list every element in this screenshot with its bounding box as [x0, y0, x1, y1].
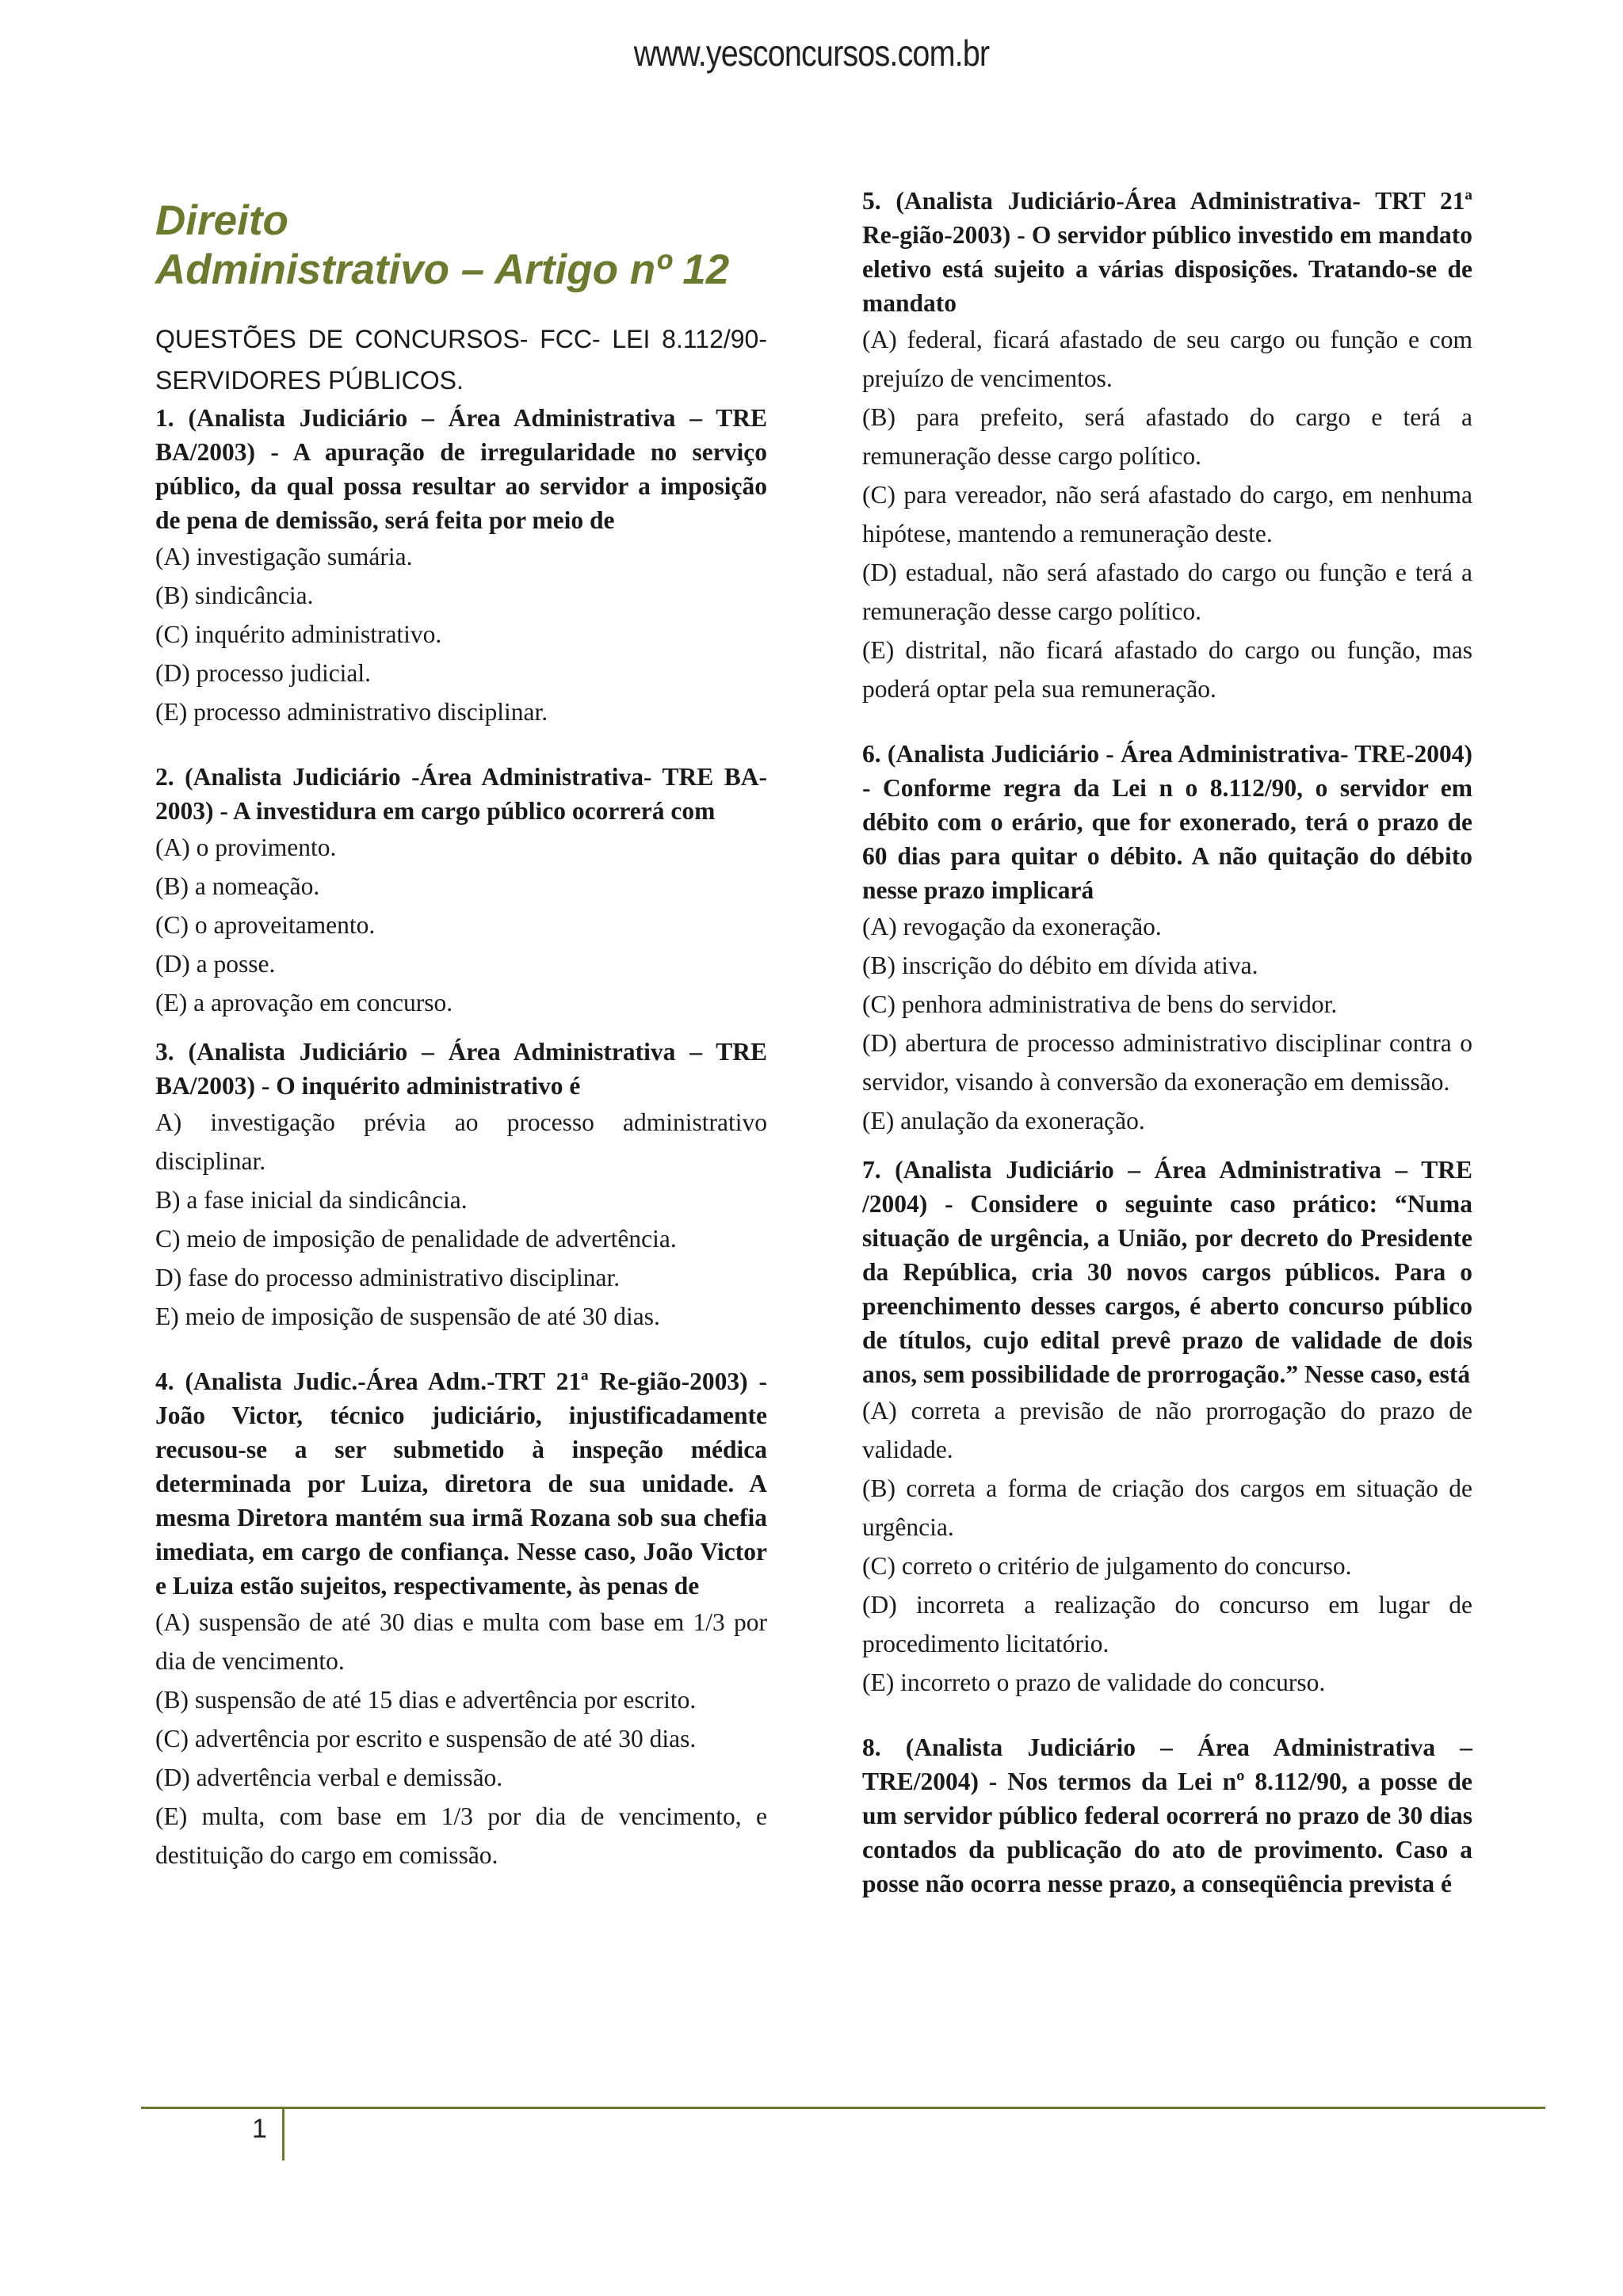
option-d: (D) estadual, não será afastado do cargo ou função e terá a remuneração desse cargo político. [862, 559, 1472, 625]
question-3 [155, 1035, 767, 1336]
option-b: B) a fase inicial da sindicância. [155, 1186, 468, 1214]
question-stem: 7. (Analista Judiciário – Área Administrativa – TRE /2004) - Considere o seguinte caso prático: “Numa situação de urgência, a União, por decreto do Presidente da República, cria 30 novos cargos públicos. Para o preenchimento desses cargos, é aberto concurso público de títulos, cujo edital prevê prazo de validade de dois anos, sem possibilidade de prorrogação.” Nesse caso, está [862, 1156, 1472, 1388]
option-b: (B) suspensão de até 15 dias e advertência por escrito. [155, 1686, 697, 1714]
option-e: (E) multa, com base em 1/3 por dia de vencimento, e destituição do cargo em comissão. [155, 1802, 767, 1869]
question-1 [155, 401, 767, 731]
question-6 [862, 737, 1472, 1140]
question-stem: 2. (Analista Judiciário -Área Administrativa- TRE BA-2003) - A investidura em cargo público ocorrerá com [155, 763, 767, 825]
option-d: (D) abertura de processo administrativo disciplinar contra o servidor, visando à conversão da exoneração em demissão. [862, 1029, 1472, 1096]
option-b: (B) inscrição do débito em dívida ativa. [862, 952, 1258, 979]
question-8 [862, 1730, 1472, 1901]
option-e: (E) incorreto o prazo de validade do concurso. [862, 1669, 1326, 1696]
left-column [155, 181, 767, 1887]
footer-divider [141, 2107, 1545, 2109]
right-column [862, 184, 1472, 1913]
option-a: (A) o provimento. [155, 833, 337, 861]
question-stem: 3. (Analista Judiciário – Área Administrativa – TRE BA/2003) - O inquérito administrativo é [155, 1038, 767, 1100]
option-c: (C) inquérito administrativo. [155, 620, 442, 648]
footer-tick [282, 2109, 285, 2161]
question-stem: 5. (Analista Judiciário-Área Administrativa- TRT 21ª Re-gião-2003) - O servidor público investido em mandato eletivo está sujeito a várias disposições. Tratando-se de mandato [862, 187, 1472, 317]
page-number: 1 [252, 2114, 267, 2144]
option-b: (B) sindicância. [155, 582, 314, 609]
question-4 [155, 1364, 767, 1875]
document-title [155, 196, 767, 295]
option-e: E) meio de imposição de suspensão de até 30 dias. [155, 1302, 660, 1330]
title-line-1: Direito [155, 197, 288, 244]
question-stem: 6. (Analista Judiciário - Área Administrativa- TRE-2004) - Conforme regra da Lei n o 8.112/90, o servidor em débito com o erário, que for exonerado, terá o prazo de 60 dias para quitar o débito. A não quitação do débito nesse prazo implicará [862, 740, 1472, 904]
option-a: A) investigação prévia ao processo administrativo disciplinar. [155, 1108, 767, 1175]
option-d: D) fase do processo administrativo disciplinar. [155, 1264, 621, 1291]
option-a: (A) revogação da exoneração. [862, 913, 1162, 940]
option-d: (D) incorreta a realização do concurso em lugar de procedimento licitatório. [862, 1591, 1472, 1657]
option-b: (B) correta a forma de criação dos cargos em situação de urgência. [862, 1474, 1472, 1541]
option-a: (A) correta a previsão de não prorrogação do prazo de validade. [862, 1397, 1472, 1463]
question-7 [862, 1153, 1472, 1702]
option-c: (C) o aproveitamento. [155, 911, 376, 939]
option-a: (A) suspensão de até 30 dias e multa com base em 1/3 por dia de vencimento. [155, 1608, 767, 1675]
option-d: (D) processo judicial. [155, 659, 372, 687]
option-a: (A) federal, ficará afastado de seu cargo ou função e com prejuízo de vencimentos. [862, 326, 1472, 392]
option-b: (B) a nomeação. [155, 872, 320, 900]
option-c: (C) penhora administrativa de bens do servidor. [862, 990, 1338, 1018]
question-stem: 1. (Analista Judiciário – Área Administrativa – TRE BA/2003) - A apuração de irregularidade no serviço público, da qual possa resultar ao servidor a imposição de pena de demissão, será feita por meio de [155, 404, 767, 534]
option-e: (E) distrital, não ficará afastado do cargo ou função, mas poderá optar pela sua remuneração. [862, 636, 1472, 703]
site-url[interactable]: www.yesconcursos.com.br [633, 32, 990, 74]
question-2 [155, 760, 767, 1022]
option-e: (E) processo administrativo disciplinar. [155, 698, 548, 726]
document-subtitle: QUESTÕES DE CONCURSOS- FCC- LEI 8.112/90- SERVIDORES PÚBLICOS. [155, 325, 767, 395]
option-c: (C) para vereador, não será afastado do cargo, em nenhuma hipótese, mantendo a remuneração deste. [862, 481, 1472, 547]
option-c: (C) advertência por escrito e suspensão de até 30 dias. [155, 1725, 697, 1753]
option-c: (C) correto o critério de julgamento do concurso. [862, 1552, 1352, 1580]
option-d: (D) a posse. [155, 950, 276, 978]
option-e: (E) anulação da exoneração. [862, 1107, 1145, 1135]
question-5 [862, 184, 1472, 708]
title-line-2: Administrativo – Artigo nº 12 [155, 246, 730, 293]
option-a: (A) investigação sumária. [155, 543, 413, 570]
option-e: (E) a aprovação em concurso. [155, 989, 453, 1016]
option-c: C) meio de imposição de penalidade de advertência. [155, 1225, 677, 1253]
option-d: (D) advertência verbal e demissão. [155, 1764, 503, 1791]
question-stem: 4. (Analista Judic.-Área Adm.-TRT 21ª Re-gião-2003) - João Victor, técnico judiciário, injustificadamente recusou-se a ser submetido à inspeção médica determinada por Luiza, diretora de sua unidade. A mesma Diretora mantém sua irmã Rozana sob sua chefia imediata, em cargo de confiança. Nesse caso, João Victor e Luiza estão sujeitos, respectivamente, às penas de [155, 1367, 767, 1600]
question-stem: 8. (Analista Judiciário – Área Administrativa – TRE/2004) - Nos termos da Lei nº 8.112/90, a posse de um servidor público federal ocorrerá no prazo de 30 dias contados da publicação do ato de provimento. Caso a posse não ocorra nesse prazo, a conseqüência prevista é [862, 1733, 1472, 1897]
option-b: (B) para prefeito, será afastado do cargo e terá a remuneração desse cargo político. [862, 403, 1472, 470]
